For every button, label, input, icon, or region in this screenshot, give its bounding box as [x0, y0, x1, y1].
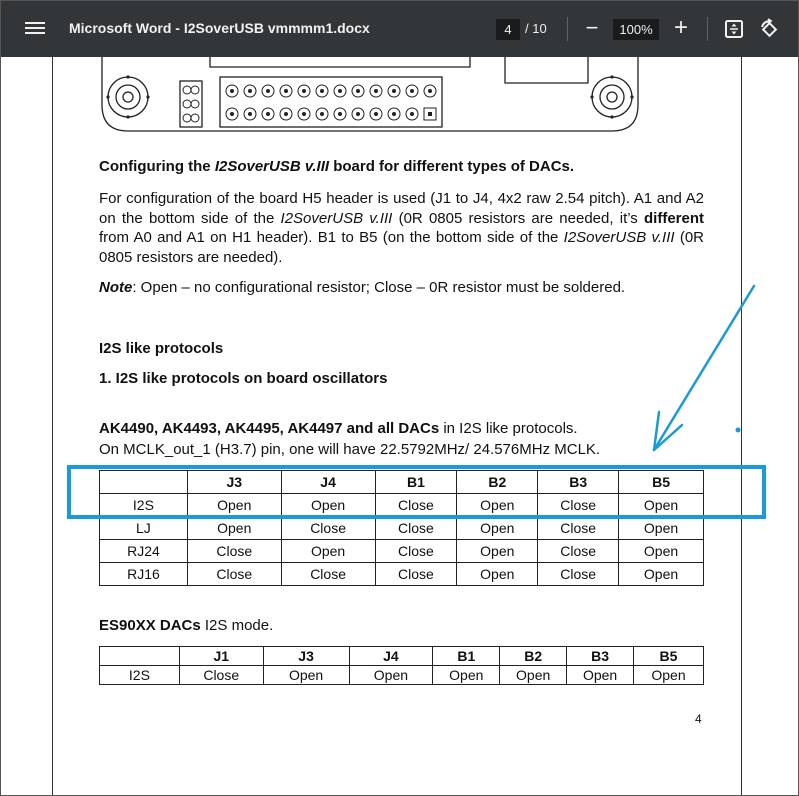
table-cell: LJ	[100, 517, 188, 540]
es-config-table	[99, 646, 704, 685]
table-header: B1	[375, 471, 457, 494]
table-cell: I2S	[100, 666, 180, 685]
table-cell: Close	[375, 540, 457, 563]
heading-onboard-oscillators: 1. I2S like protocols on board oscillators	[99, 370, 388, 387]
table-cell: Open	[619, 517, 704, 540]
annotation-arrow	[640, 280, 770, 460]
document-title: Microsoft Word - I2SoverUSB vmmmm1.docx	[69, 20, 370, 36]
table-cell: Open	[619, 563, 704, 586]
table-cell: Open	[433, 666, 500, 685]
highlight-box	[67, 465, 766, 519]
table-cell: Open	[349, 666, 433, 685]
table-row	[100, 517, 704, 540]
table-header: B5	[619, 471, 704, 494]
table-header: B3	[538, 471, 619, 494]
zoom-in-button[interactable]: +	[673, 14, 688, 41]
table-cell: Close	[281, 517, 375, 540]
table-cell: RJ24	[100, 540, 188, 563]
table-cell: Open	[457, 494, 538, 517]
pdf-toolbar	[1, 1, 798, 57]
table-cell: Open	[457, 563, 538, 586]
page-number-input[interactable]: 4	[496, 19, 520, 40]
zoom-level-input[interactable]: 100%	[613, 19, 659, 40]
table-cell: Close	[281, 563, 375, 586]
table-cell: Close	[375, 517, 457, 540]
table-header: J1	[179, 647, 263, 666]
table-cell: Open	[263, 666, 349, 685]
page-total: / 10	[525, 21, 547, 36]
table-header: B3	[567, 647, 634, 666]
table-cell: RJ16	[100, 563, 188, 586]
fit-page-icon[interactable]	[723, 18, 745, 40]
table-cell: Close	[179, 666, 263, 685]
table-cell: Close	[538, 517, 619, 540]
table-header: J3	[263, 647, 349, 666]
table-header: B2	[457, 471, 538, 494]
mclk-line: On MCLK_out_1 (H3.7) pin, one will have 22.5792MHz/ 24.576MHz MCLK.	[99, 441, 601, 458]
table-cell: Open	[187, 517, 281, 540]
table-header: B5	[634, 647, 704, 666]
table-cell: Close	[187, 540, 281, 563]
ak-dacs-line: AK4490, AK4493, AK4495, AK4497 and all DACs in I2S like protocols.	[99, 420, 578, 437]
menu-icon[interactable]	[23, 19, 47, 39]
board-diagram	[100, 57, 640, 137]
divider	[567, 17, 568, 41]
table-cell: Open	[619, 494, 704, 517]
divider	[707, 17, 708, 41]
table-header: J4	[349, 647, 433, 666]
table-header	[100, 647, 180, 666]
table-cell: Open	[281, 494, 375, 517]
table-cell: Close	[375, 494, 457, 517]
page-number: 4	[695, 712, 702, 726]
zoom-out-button[interactable]: −	[585, 15, 599, 40]
table-row	[100, 563, 704, 586]
table-row	[100, 666, 704, 685]
table-cell: Open	[567, 666, 634, 685]
rotate-icon[interactable]	[758, 18, 780, 40]
table-cell: Close	[538, 563, 619, 586]
table-cell: Open	[634, 666, 704, 685]
config-paragraph: For configuration of the board H5 header is used (J1 to J4, 4x2 raw 2.54 pitch). A1 and A2 on the bottom side of the I2SoverUSB v.III (0R 0805 resistors are needed, it’s different from A0 and A1 on H1 header). B1 to B5 (on the bottom side of the I2SoverUSB v.III (0R 0805 resistors are needed).	[99, 190, 705, 266]
heading-i2s-protocols: I2S like protocols	[99, 340, 224, 357]
table-cell: Close	[187, 563, 281, 586]
section-heading: Configuring the I2SoverUSB v.III board for different types of DACs.	[99, 158, 575, 175]
table-cell: Open	[619, 540, 704, 563]
table-header-row	[100, 647, 704, 666]
table-cell: Close	[538, 540, 619, 563]
table-cell: Close	[375, 563, 457, 586]
table-cell: I2S	[100, 494, 188, 517]
table-cell: Open	[457, 517, 538, 540]
table-header: B2	[500, 647, 567, 666]
table-cell: Open	[457, 540, 538, 563]
table-cell: Open	[187, 494, 281, 517]
table-header: J4	[281, 471, 375, 494]
table-row	[100, 540, 704, 563]
es-dacs-line: ES90XX DACs I2S mode.	[99, 617, 274, 634]
note-line: Note: Open – no configurational resistor; Close – 0R resistor must be soldered.	[99, 279, 626, 296]
table-cell: Open	[500, 666, 567, 685]
table-cell: Close	[538, 494, 619, 517]
table-header: J3	[187, 471, 281, 494]
table-header: B1	[433, 647, 500, 666]
table-cell: Open	[281, 540, 375, 563]
